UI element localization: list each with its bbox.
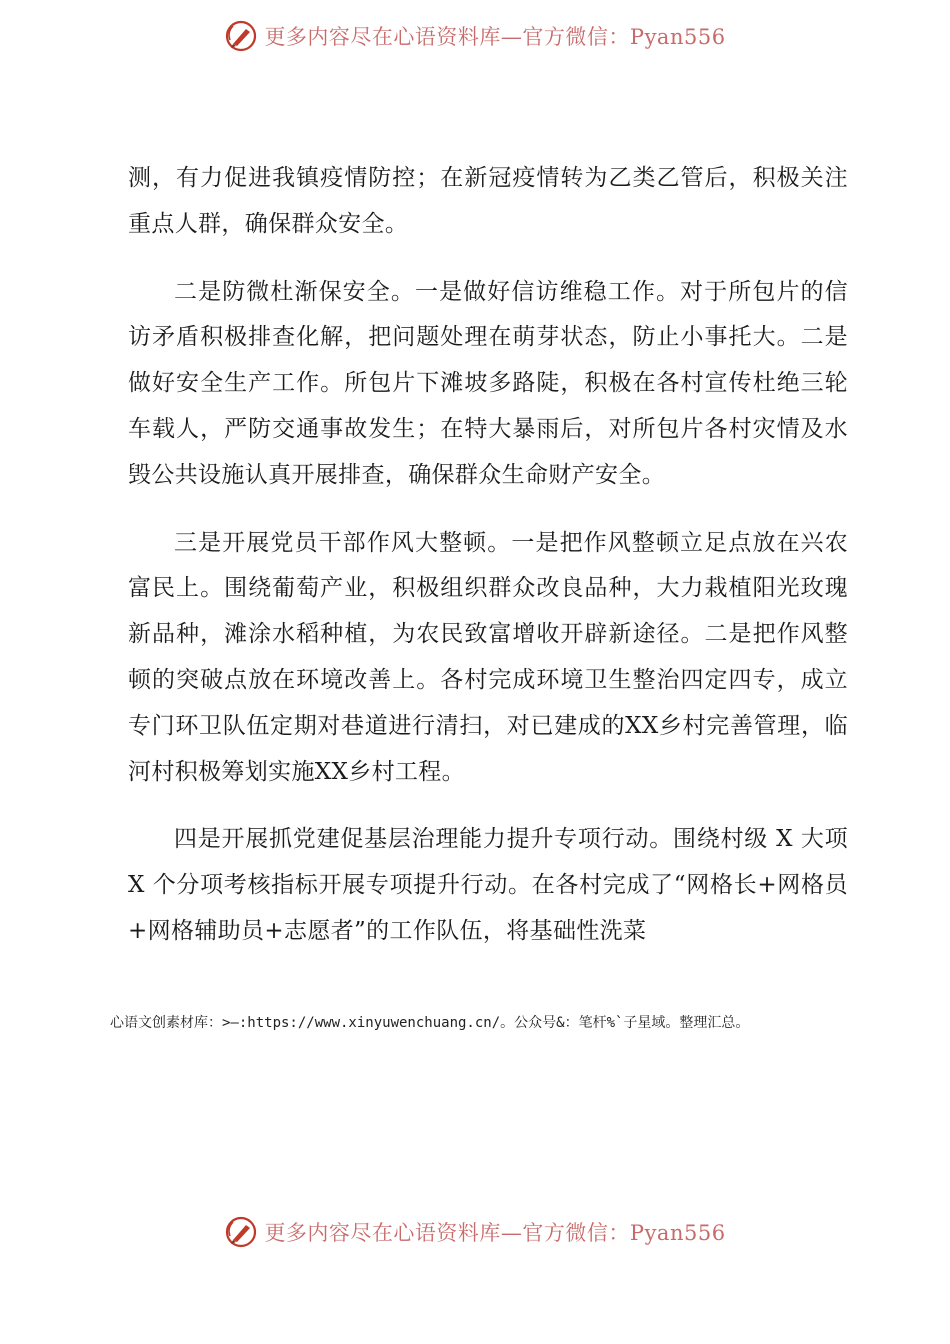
document-body — [128, 156, 848, 955]
paragraph-2: 二是防微杜渐保安全。一是做好信访维稳工作。对于所包片的信访矛盾积极排查化解，把问题处理在萌芽状态，防止小事托大。二是做好安全生产工作。所包片下滩坡多路陡，积极在各村宣传杜绝三轮车载人，严防交通事故发生；在特大暴雨后，对所包片各村灾情及水毁公共设施认真开展排查，确保群众生命财产安全。 — [128, 278, 848, 488]
footer-banner — [0, 1212, 950, 1252]
source-note: 心语文创素材库：>—:https://www.xinyuwenchuang.cn/。公众号&：笔杆%`子星域。整理汇总。 — [110, 1015, 750, 1031]
banner-text: 更多内容尽在心语资料库—官方微信：Pyan556 — [264, 25, 726, 49]
paragraph-3: 三是开展党员干部作风大整顿。一是把作风整顿立足点放在兴农富民上。围绕葡萄产业，积极组织群众改良品种，大力栽植阳光玫瑰新品种，滩涂水稻种植，为农民致富增收开辟新途径。二是把作风整顿的突破点放在环境改善上。各村完成环境卫生整治四定四专，成立专门环卫队伍定期对巷道进行清扫，对已建成的XX乡村完善管理，临河村积极筹划实施XX乡村工程。 — [128, 529, 848, 785]
paragraph-4: 四是开展抓党建促基层治理能力提升专项行动。围绕村级 X 大项 X 个分项考核指标开展专项提升行动。在各村完成了“网格长+网格员+网格辅助员+志愿者”的工作队伍，将基础性洗菜 — [128, 826, 848, 944]
paragraph-1: 测，有力促进我镇疫情防控；在新冠疫情转为乙类乙管后，积极关注重点人群，确保群众安全。 — [128, 165, 848, 237]
banner-text: 更多内容尽在心语资料库—官方微信：Pyan556 — [264, 1221, 726, 1245]
pen-logo-icon — [224, 19, 258, 53]
pen-logo-icon — [224, 1215, 258, 1249]
header-banner — [0, 16, 950, 56]
